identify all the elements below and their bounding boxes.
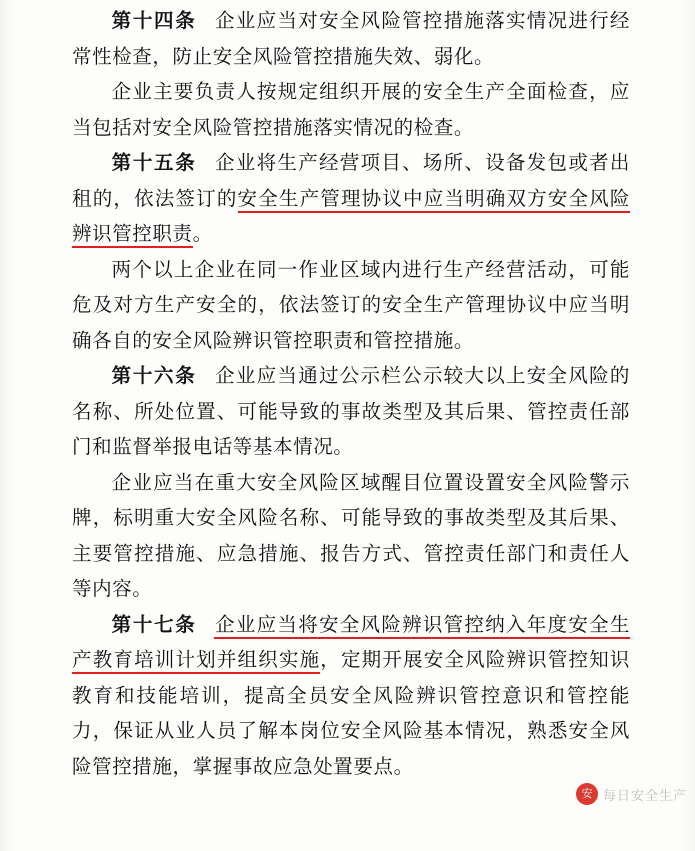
red-underline-17-line2: 产教育培训计划并组织实施 (72, 650, 320, 674)
red-underline-15-line1: 安全生产管理协议中应当明确双方安全风险辨识 (72, 189, 630, 249)
paragraph-text-15-2-a: 两个以上企业在同一作业区域内进行生产经营活动，可能危 (72, 259, 630, 316)
page-edge-right (681, 0, 695, 851)
watermark-badge-icon: 安 (576, 783, 598, 805)
paragraph-text-16-2-c: 要管控措施、应急措施、报告方式、管控责任部门和责任人等内 (72, 543, 630, 600)
paragraph-article-16 (72, 359, 630, 466)
paragraph-text-17-rest-b: 育和技能培训，提高全员安全风险辨识管控意识和管控能力，保 (72, 685, 630, 742)
article-number-14: 第十四条 (111, 11, 197, 32)
red-underline-15-line2: 管控职责 (112, 224, 192, 248)
paragraph-text-17-rest-d: 施，掌握事故应急处置要点。 (152, 756, 414, 778)
paragraph-text-15-b-plain: 的，依法签订的 (92, 188, 238, 210)
paragraph-text-15-2-c: 自的安全风险辨识管控职责和管控措施。 (112, 330, 475, 352)
watermark (576, 783, 687, 805)
document-body (72, 4, 630, 785)
red-underline-17-line1: 企业应当将安全风险辨识管控纳入年度安全生 (214, 615, 630, 639)
paragraph-text-16-2-b: 牌，标明重大安全风险名称、可能导致的事故类型及其后果、主 (72, 508, 630, 565)
paragraph-article-14 (72, 4, 630, 75)
paragraph-text-15-a: 企业将生产经营项目、场所、设备发包或者出租 (72, 153, 630, 210)
paragraph-15-2 (72, 253, 630, 360)
paragraph-14-2 (72, 75, 630, 146)
article-number-16: 第十六条 (111, 366, 197, 387)
paragraph-text-16-2-a: 企业应当在重大安全风险区域醒目位置设置安全风险警示 (111, 472, 630, 494)
page-edge-left (0, 0, 14, 851)
watermark-label: 每日安全生产 (602, 787, 687, 803)
paragraph-text-17-rest-c: 证从业人员了解本岗位安全风险基本情况，熟悉安全风险管控措 (72, 721, 630, 778)
paragraph-text-14-2-b: 包括对安全风险管控措施落实情况的检查。 (92, 117, 475, 139)
paragraph-text-17-rest-a: ，定期开展安全风险辨识管控知识教 (72, 650, 630, 707)
paragraph-text-14: 企业应当对安全风险管控措施落实情况进行经 (214, 11, 630, 32)
paragraph-16-2 (72, 466, 630, 608)
article-number-15: 第十五条 (111, 153, 197, 174)
paragraph-text-15-2-b: 及对方生产安全的，依法签订的安全生产管理协议中应当明确各 (72, 295, 630, 352)
paragraph-article-15 (72, 146, 630, 253)
paragraph-article-17 (72, 608, 630, 786)
article-number-17: 第十七条 (111, 614, 197, 636)
paragraph-text-14-b: 常性检查，防止安全风险管控措施失效、弱化。 (72, 46, 495, 68)
paragraph-text-14-2-a: 企业主要负责人按规定组织开展的安全生产全面检查，应当 (72, 82, 630, 139)
paragraph-text-16-a: 企业应当通过公示栏公示较大以上安全风险的 (214, 366, 630, 387)
paragraph-text-16-c: 和监督举报电话等基本情况。 (92, 437, 354, 458)
paragraph-text-15-end: 。 (192, 224, 213, 245)
paragraph-text-16-b: 名称、所处位置、可能导致的事故类型及其后果、管控责任部门 (72, 401, 630, 458)
paragraph-text-16-2-d: 容。 (112, 579, 153, 600)
